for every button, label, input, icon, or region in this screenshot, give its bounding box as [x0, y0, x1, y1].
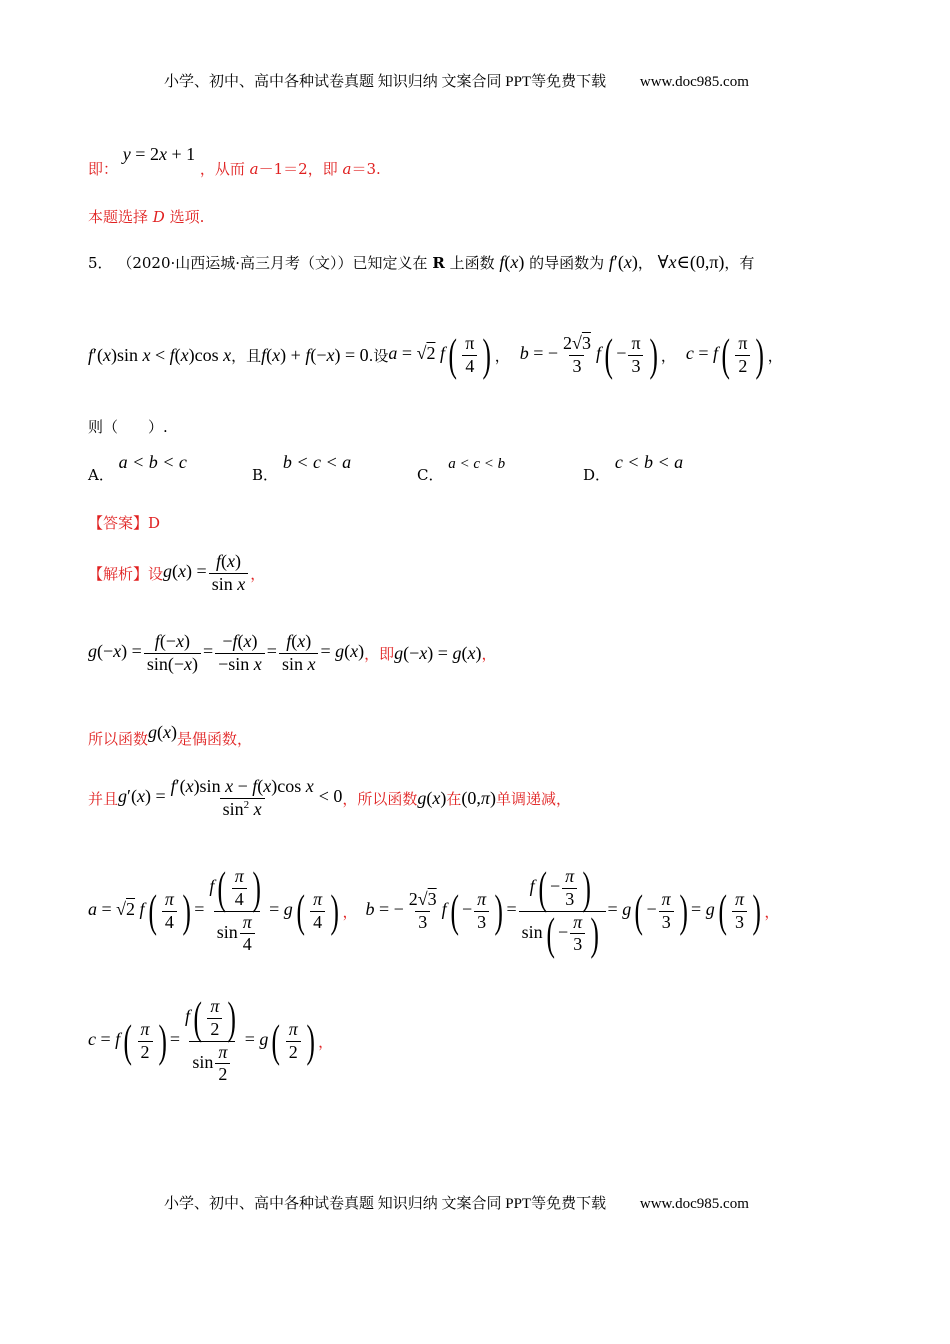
option-a [88, 452, 187, 484]
analysis-set-word: 设 [148, 564, 164, 583]
option-a-text: a < b < c [118, 452, 187, 472]
option-b-label: B． [252, 466, 279, 484]
prev-line2: 本题选择 D 选项. [88, 208, 205, 226]
footer-url: www.doc985.com [639, 1196, 749, 1212]
question-stem-line3: 则（ ）. [88, 418, 168, 436]
option-c [417, 452, 506, 484]
answer-tag: 【答案】 [88, 514, 149, 532]
option-b-text: b < c < a [282, 452, 352, 472]
option-a-label: A． [88, 466, 114, 484]
question-stem-line2: f′(x)sin x < f(x)cos x ，且 f(x) + f(−x) = 0 .设 a = √2 f( $\frac{\pi}{4}$ ) ， b = − $\frac{2√3}{3}$ f( − $\frac{\pi}{3}$ ) ， c = f( $\frac{\pi}{2}$ ) ， [88, 329, 783, 380]
analysis-step2: 所以函数g(x)是偶函数， [88, 722, 253, 748]
step3-prefix: 并且 [88, 789, 119, 808]
question-stem-line1: 5． （2020·山西运城·高三月考（文））已知定义在 R 上函数 f(x) 的导函数为 f′(x)， ∀x∈(0,π)，有 [88, 252, 755, 272]
prev-line1-prefix: 即： [88, 160, 119, 178]
step3-suffix: 单调递减， [495, 789, 571, 808]
option-d-text: c < b < a [614, 452, 684, 472]
prev-line1-suffix: ，从而 a－1＝2，即 a＝3. [199, 160, 381, 178]
question-number: 5． [88, 254, 113, 272]
option-d [583, 452, 684, 484]
answer-line [88, 512, 160, 533]
answer-value: D [148, 514, 161, 532]
step3-in: 在 [446, 789, 462, 808]
page-header [164, 70, 749, 91]
step3-mid: ，所以函数 [342, 789, 418, 808]
option-c-label: C． [417, 466, 444, 484]
prev-line1 [88, 144, 381, 179]
footer-text: 小学、初中、高中各种试卷真题 知识归纳 文案合同 PPT等免费下载 [164, 1196, 607, 1212]
analysis-step3: 并且 g′(x) = $\frac{\text{f′(x)sin x − f(x)cos x}}{\sin^2 x}$ < 0 ，所以函数 g(x) 在 (0,π) 单调递减， [88, 775, 571, 819]
analysis-tag: 【解析】 [88, 564, 149, 583]
analysis-step5: c = f( $\frac{\pi}{2}$ ) = f( $\frac{\pi}{2}$ ) sin $\frac{\pi}{2}$ = g( $\frac{\pi}{2}$ ) ， [88, 992, 334, 1085]
question-source: （2020·山西运城·高三月考（文）） [117, 254, 353, 272]
analysis-step1: g(−x) = $\frac{f(-x)}{\sin(-x)}$ = $\frac{-f(x)}{\text{−sin x}}$ = $\frac{f(x)}{\text{sin x}}$ = g(x) ，即 g(−x) = g(x) ， [88, 630, 497, 674]
prev-line1-eq: y = 2x + 1 [122, 144, 196, 164]
analysis-step4: a = √2 f( $\frac{\pi}{4}$ ) = f( $\frac{\pi}{4}$ ) sin $\frac{\pi}{4}$ = g( $\frac{\pi}{4}$ ) ， b = − $\frac{2√3}{3}$ f( − $\frac{\pi}{3}$ ) = f( − $\frac{\pi}{3}$ ) sin( − $\frac{\pi}{3}$ ) = g( − $\frac{\pi}{3}$ ) = g( $\frac{\pi}{3}$ ) ， [88, 862, 780, 959]
header-text: 小学、初中、高中各种试卷真题 知识归纳 文案合同 PPT等免费下载 [164, 74, 607, 90]
step2-suffix: 是偶函数， [177, 730, 253, 748]
analysis-line1: 【解析】 设 g(x) = $\frac{f(x)}{\text{sin x}}$ ， [88, 550, 266, 594]
option-b [252, 452, 352, 484]
option-d-label: D． [583, 466, 611, 484]
option-c-text: a < c < b [448, 456, 506, 472]
step2-prefix: 所以函数 [88, 730, 149, 748]
page-footer [164, 1192, 749, 1213]
header-url: www.doc985.com [639, 74, 749, 90]
